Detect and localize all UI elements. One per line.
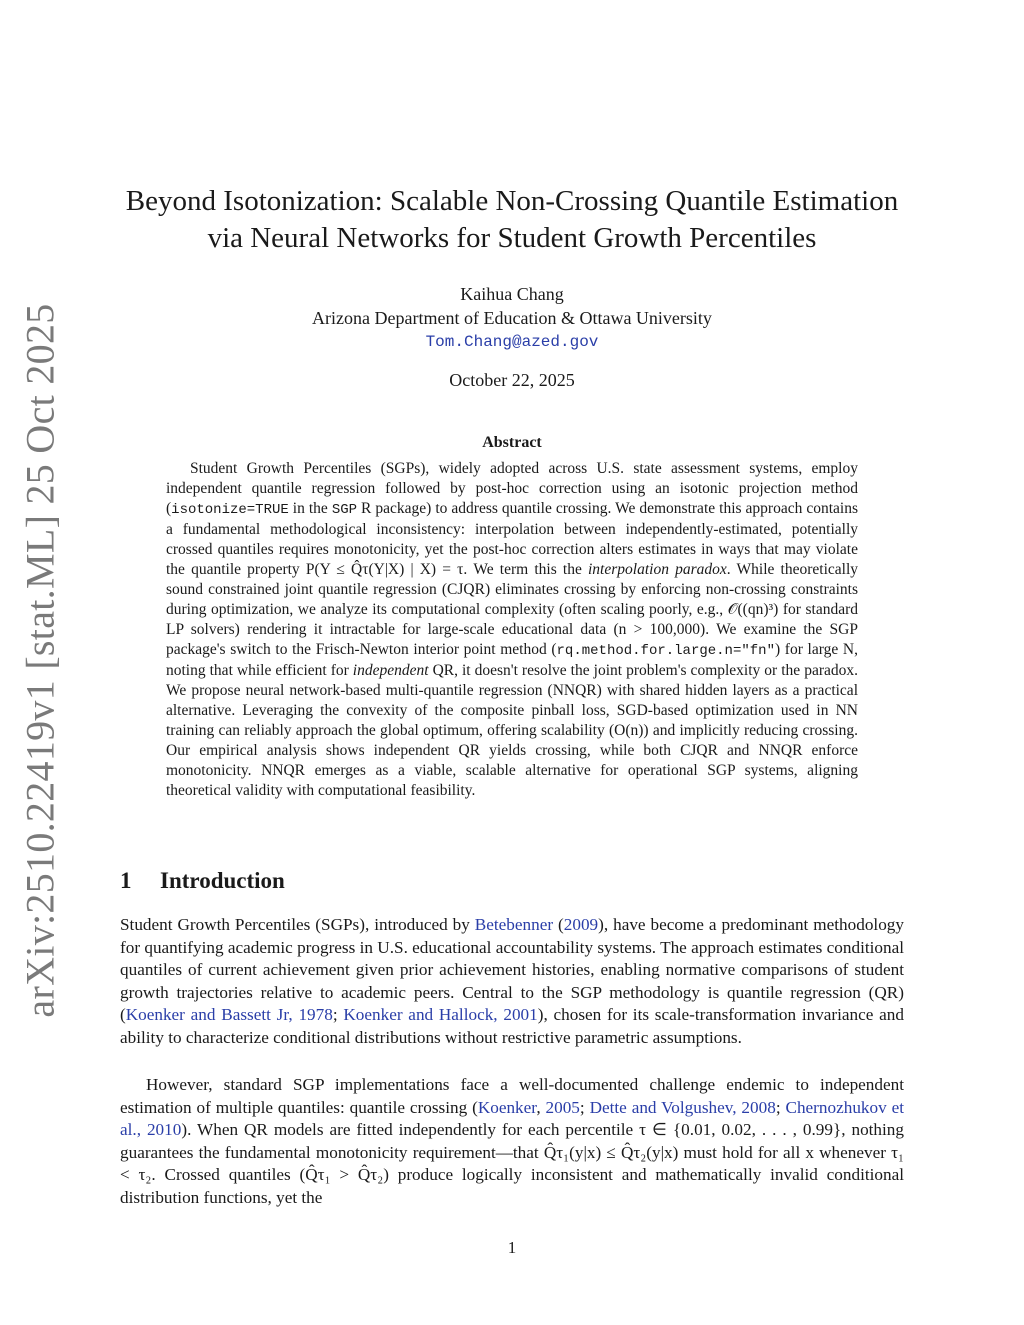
arxiv-stamp	[10, 302, 70, 1018]
text-segment: ,	[536, 1097, 546, 1117]
abstract-code: rq.method.for.large.n="fn"	[556, 643, 775, 659]
text-segment: ;	[579, 1097, 590, 1117]
abstract-emphasis: independent	[352, 662, 429, 679]
text-segment: However, standard SGP implementations face a well-documented challenge endemic to independent estimation of multiple quantiles: quantile crossing (	[120, 1075, 904, 1117]
section-title: Introduction	[160, 868, 285, 893]
paper-title	[100, 183, 924, 257]
citation-link[interactable]: 2005	[545, 1097, 580, 1117]
abstract-code: SGP	[331, 502, 358, 518]
text-segment: Student Growth Percentiles (SGPs), introduced by	[120, 915, 475, 934]
text-segment: (	[553, 915, 564, 934]
citation-link[interactable]: 2009	[563, 915, 599, 934]
page-number: 1	[507, 1238, 517, 1257]
title-line-2: via Neural Networks for Student Growth Percentiles	[207, 222, 817, 254]
abstract-heading: Abstract	[482, 434, 542, 451]
text-segment: ;	[775, 1097, 786, 1117]
intro-paragraph	[120, 1074, 904, 1210]
citation-link[interactable]: Dette and Volgushev, 2008	[589, 1097, 776, 1117]
author-affiliation: Arizona Department of Education & Ottawa University	[312, 308, 712, 328]
abstract-code: isotonize=TRUE	[171, 502, 289, 518]
title-line-1: Beyond Isotonization: Scalable Non-Crossing Quantile Estimation	[125, 185, 899, 217]
arxiv-stamp-text: arXiv:2510.22419v1 [stat.ML] 25 Oct 2025	[17, 302, 63, 1018]
section-number: 1	[120, 868, 132, 893]
intro-paragraph	[120, 914, 904, 1050]
abstract-segment: ) for large N, noting that while efficient for	[166, 641, 858, 679]
abstract-segment: R package) to address quantile crossing. We demonstrate this approach contains a fundamental methodological inconsistency: interpolation between independently-estimated, potentially crossed quantiles requires monotonicity, yet the post-hoc correction alters estimates in ways that may violate the quantile property P(Y ≤ Q̂τ(Y|X) | X) = τ. We term this the	[166, 500, 858, 578]
text-segment: ). When QR models are fitted independently for each percentile τ ∈ {0.01, 0.02, . . . , 0.99}, nothing guarantees the fundamental monotonicity requirement—that Q̂τ₁(y|x) ≤ Q̂τ₂(y|x) must hold for all x whenever τ₁ < τ₂. Crossed quantiles (Q̂τ₁ > Q̂τ₂) produce logically inconsistent and mathematically invalid conditional distribution functions, yet the	[120, 1120, 904, 1207]
text-segment: ;	[332, 1005, 344, 1025]
paper-date: October 22, 2025	[449, 370, 575, 390]
text-segment: ), chosen for its scale-transformation invariance and ability to characterize conditional distributions without restrictive parametric assumptions.	[120, 1005, 904, 1047]
author-email-link[interactable]: Tom.Chang@azed.gov	[425, 333, 599, 351]
citation-link[interactable]: Koenker and Bassett Jr, 1978	[125, 1005, 333, 1025]
abstract-segment: in the	[288, 500, 332, 517]
text-segment: ), have become a predominant methodology for quantifying academic progress in U.S. educational accountability systems. The approach estimates conditional quantiles of current achievement given prior achievement histories, enabling normative comparisons of student growth trajectories relative to academic peers. Central to the SGP methodology is quantile regression (QR) (	[120, 915, 904, 1025]
abstract-segment: . While theoretically sound constrained joint quantile regression (CJQR) eliminates crossing by enforcing non-crossing constraints during optimization, we analyze its computational complexity (often scaling poorly, e.g., 𝒪((qn)³) for standard LP solvers) rendering it intractable for large-scale educational data (n > 100,000). We examine the SGP package's switch to the Frisch-Newton interior point method (	[166, 561, 859, 658]
author-block	[100, 282, 924, 354]
abstract-segment: QR, it doesn't resolve the joint problem's complexity or the paradox. We propose neural network-based multi-quantile regression (NNQR) with shared hidden layers as a practical alternative. Leveraging the convexity of the composite pinball loss, SGD-based optimization used in NN training can reliably approach the global optimum, offering scalability (O(n)) and implicitly reducing crossing. Our empirical analysis shows independent QR yields crossing, while both CJQR and NNQR enforce monotonicity. NNQR emerges as a viable, scalable alternative for operational SGP systems, aligning theoretical validity with computational feasibility.	[166, 662, 858, 799]
abstract-emphasis: interpolation paradox	[588, 561, 727, 578]
author-name: Kaihua Chang	[460, 284, 564, 304]
citation-link[interactable]: Betebenner	[474, 915, 554, 934]
citation-link[interactable]: Koenker	[477, 1097, 537, 1117]
abstract-text	[166, 459, 858, 801]
citation-link[interactable]: Chernozhukov et al., 2010	[120, 1097, 904, 1140]
abstract-segment: Student Growth Percentiles (SGPs), widely adopted across U.S. state assessment systems, employ independent quantile regression followed by post-hoc correction using an isotonic projection method (	[166, 460, 858, 517]
citation-link[interactable]: Koenker and Hallock, 2001	[343, 1005, 538, 1025]
section-heading	[120, 868, 285, 894]
